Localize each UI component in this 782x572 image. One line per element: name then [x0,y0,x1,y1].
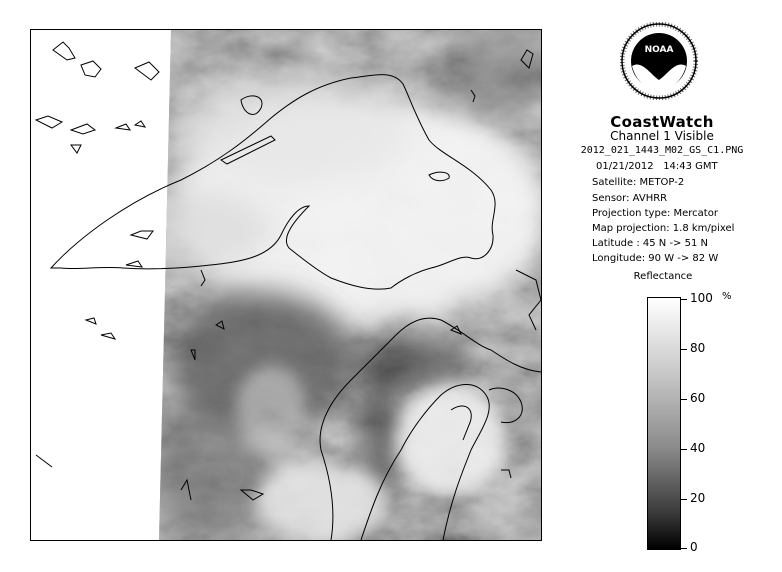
satellite-label: Satellite: METOP-2 [592,177,685,188]
map-canvas [31,30,541,540]
scale-tick [681,349,687,350]
scale-tick [681,548,687,549]
scale-tick [681,499,687,500]
noaa-seal-icon [620,22,698,100]
satellite-map [30,29,542,541]
scale-tick [681,399,687,400]
sensor-label: Sensor: AVHRR [592,193,668,204]
scale-tick-label: 20 [690,491,706,505]
scale-tick-label: 80 [690,341,706,355]
scale-unit: % [722,291,732,302]
svg-text:NOAA: NOAA [644,45,674,55]
latitude-label: Latitude : 45 N -> 51 N [592,238,708,249]
date-time-label [596,161,718,172]
scale-tick-label: 40 [690,441,706,455]
reflectance-scale-bar [647,297,681,550]
date-value: 01/21/2012 [596,161,654,172]
scale-tick-label: 100 [690,291,713,305]
noaa-logo [620,22,698,100]
scale-tick-label: 0 [690,540,698,554]
scale-tick [681,449,687,450]
filename-label: 2012_021_1443_M02_GS_C1.PNG [580,145,744,156]
map-projection-label: Map projection: 1.8 km/pixel [592,223,735,234]
projection-type-label: Projection type: Mercator [592,208,718,219]
longitude-label: Longitude: 90 W -> 82 W [592,253,719,264]
brand-title: CoastWatch [610,113,714,131]
channel-label: Channel 1 Visible [610,129,714,143]
scale-title: Reflectance [633,271,693,282]
scale-tick-label: 60 [690,391,706,405]
time-value: 14:43 GMT [663,161,718,172]
scale-tick [681,299,687,300]
